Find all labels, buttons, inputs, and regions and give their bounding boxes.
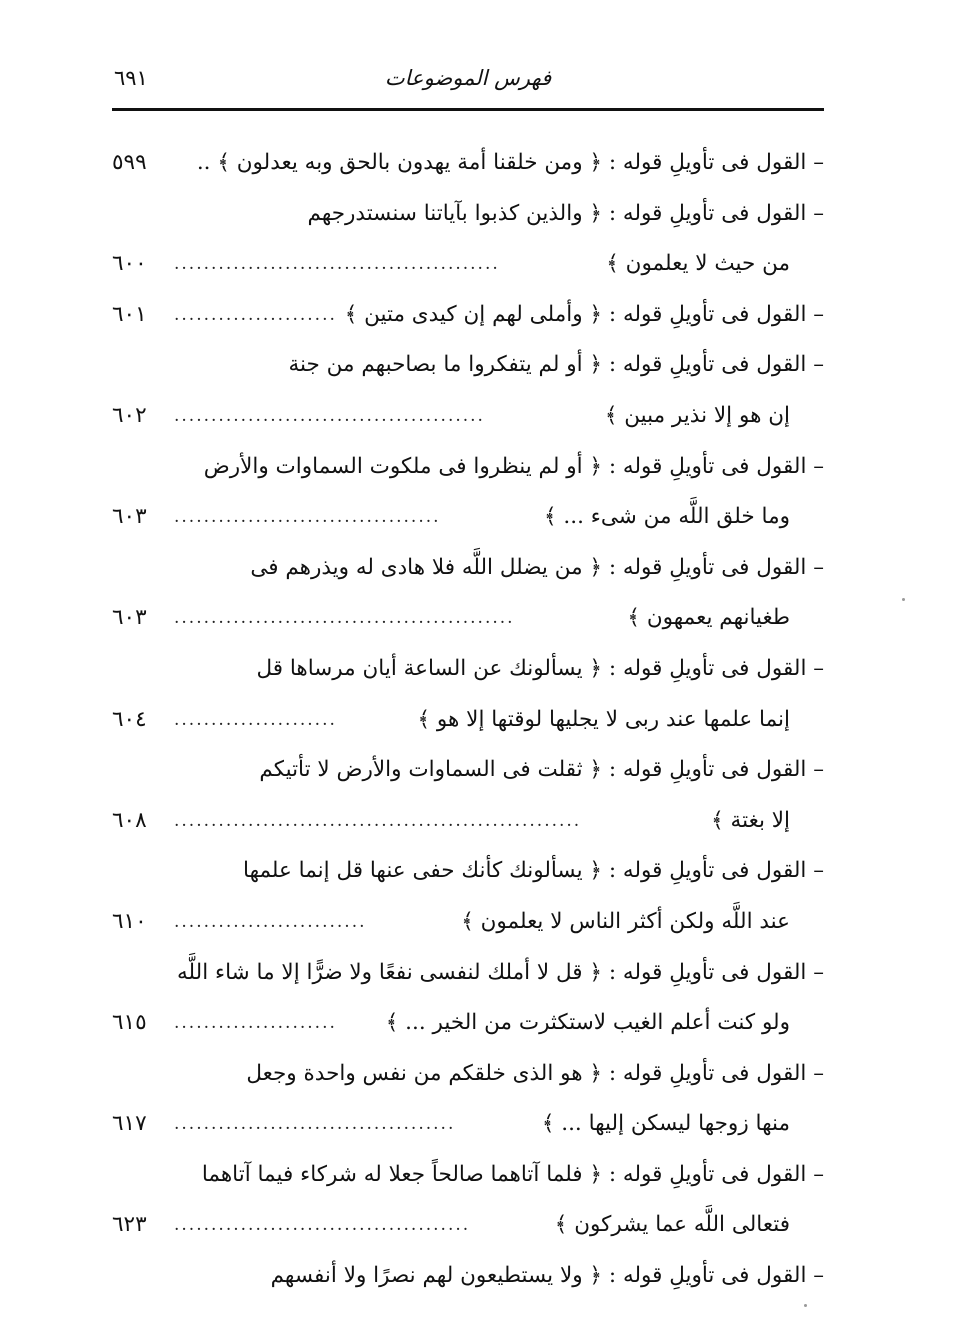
entry-text: – القول فى تأويلِ قوله : ﴿ أو لم يتفكروا ما بصاحبهم من جنة: [288, 352, 824, 378]
entry-text: ولو كنت أعلم الغيب لاستكثرت من الخير ... ﴾: [385, 1010, 790, 1036]
entry-page-number: ٦١٥: [112, 1010, 147, 1036]
entry-text: إلا بغتة ﴾: [711, 807, 790, 833]
index-line: [112, 897, 824, 948]
entry-page-number: ٦٠٣: [112, 504, 147, 530]
index-line: [112, 239, 824, 290]
entry-text: طغيانهم يعمهون ﴾: [627, 605, 790, 631]
index-line: [112, 138, 824, 189]
index-line: [112, 593, 824, 644]
index-line: [112, 695, 824, 746]
entry-page-number: ٥٩٩: [112, 150, 147, 175]
entry-text: إن هو إلا نذير مبين ﴾: [604, 402, 790, 428]
entry-text: – القول فى تأويلِ قوله : ﴿ ثقلت فى السماوات والأرض لا تأتيكم: [259, 757, 824, 783]
entry-text: – القول فى تأويلِ قوله : ﴿ هو الذى خلقكم من نفس واحدة وجعل: [246, 1060, 824, 1086]
index-line: [112, 796, 824, 847]
index-line: [112, 1049, 824, 1100]
entry-text: منها زوجها ليسكن إليها ... ﴾: [541, 1111, 790, 1137]
leader-dots: ..............................................: [174, 608, 515, 629]
entry-page-number: ٦٠١: [112, 301, 147, 327]
entry-text: – القول فى تأويلِ قوله : ﴿ قل لا أملك لنفسى نفعًا ولا ضرًّا إلا ما شاء اللَّه: [177, 959, 824, 985]
leader-dots: ............................................: [174, 254, 500, 275]
entry-text: – القول فى تأويلِ قوله : ﴿ وأملى لهم إن كيدى متين ﴾: [344, 301, 824, 327]
entry-text: – القول فى تأويلِ قوله : ﴿ ولا يستطيعون لهم نصرًا ولا أنفسهم: [270, 1263, 824, 1289]
index-line: [112, 290, 824, 341]
leader-dots: ......................: [174, 1013, 337, 1034]
paper-speck: [902, 598, 905, 601]
entry-text: إنما علمها عند ربى لا يجليها لوقتها إلا هو ﴾: [417, 706, 790, 732]
entry-text: – القول فى تأويلِ قوله : ﴿ والذين كذبوا بآياتنا سنستدرجهم: [307, 200, 824, 226]
index-line: [112, 745, 824, 796]
header-page-number: ٦٩١: [114, 66, 148, 90]
index-line: [112, 644, 824, 695]
index-line: [112, 1251, 824, 1302]
index-line: [112, 1150, 824, 1201]
index-line: [112, 442, 824, 493]
index-line: [112, 543, 824, 594]
index-line: [112, 340, 824, 391]
paper-speck: [804, 1304, 807, 1307]
index-line: [112, 948, 824, 999]
index-line: [112, 846, 824, 897]
entry-text: من حيث لا يعلمون ﴾: [606, 251, 790, 277]
entry-text: – القول فى تأويلِ قوله : ﴿ يسألونك كأنك حفى عنها قل إنما علمها: [243, 858, 824, 884]
index-line: [112, 492, 824, 543]
entry-page-number: ٦٠٠: [112, 251, 147, 277]
entry-page-number: ٦١٠: [112, 908, 147, 934]
entry-text: – القول فى تأويلِ قوله : ﴿ أو لم ينظروا فى ملكوت السماوات والأرض: [203, 453, 824, 479]
entry-text: – القول فى تأويلِ قوله : ﴿ من يضلل اللَّه فلا هادى له ويذرهم فى: [250, 554, 824, 580]
leader-dots: ........................................: [174, 1215, 471, 1236]
entry-text: – القول فى تأويلِ قوله : ﴿ فلما آتاهما صالحاً جعلا له شركاء فيما آتاهما: [201, 1161, 824, 1187]
leader-dots: ..........................: [174, 911, 367, 932]
entry-page-number: ٦٠٤: [112, 706, 147, 732]
entry-text: وما خلق اللَّه من شىء ... ﴾: [544, 504, 790, 530]
leader-dots: ......................: [174, 304, 337, 325]
entry-text: – القول فى تأويلِ قوله : ﴿ ومن خلقنا أمة يهدون بالحق وبه يعدلون ﴾ ..: [196, 150, 824, 175]
entry-page-number: ٦٠٨: [112, 807, 147, 833]
entry-text: فتعالى اللَّه عما يشركون ﴾: [554, 1212, 790, 1238]
index-line: [112, 189, 824, 240]
header-title: فهرس الموضوعات: [384, 66, 552, 90]
index-line: [112, 391, 824, 442]
entry-page-number: ٦٠٣: [112, 605, 147, 631]
entry-page-number: ٦٢٣: [112, 1212, 147, 1238]
running-header: [112, 62, 824, 102]
index-entries: [112, 138, 824, 1302]
header-rule: [112, 108, 824, 111]
entry-text: عند اللَّه ولكن أكثر الناس لا يعلمون ﴾: [461, 908, 790, 934]
index-line: [112, 1200, 824, 1251]
entry-text: – القول فى تأويلِ قوله : ﴿ يسألونك عن الساعة أيان مرساها قل: [256, 655, 824, 681]
leader-dots: ......................: [174, 709, 337, 730]
leader-dots: ..........................................: [174, 405, 485, 426]
index-line: [112, 1099, 824, 1150]
leader-dots: .......................................................: [174, 810, 582, 831]
entry-page-number: ٦١٧: [112, 1111, 147, 1137]
leader-dots: ......................................: [174, 1114, 456, 1135]
leader-dots: ....................................: [174, 507, 441, 528]
entry-page-number: ٦٠٢: [112, 402, 147, 428]
index-line: [112, 998, 824, 1049]
